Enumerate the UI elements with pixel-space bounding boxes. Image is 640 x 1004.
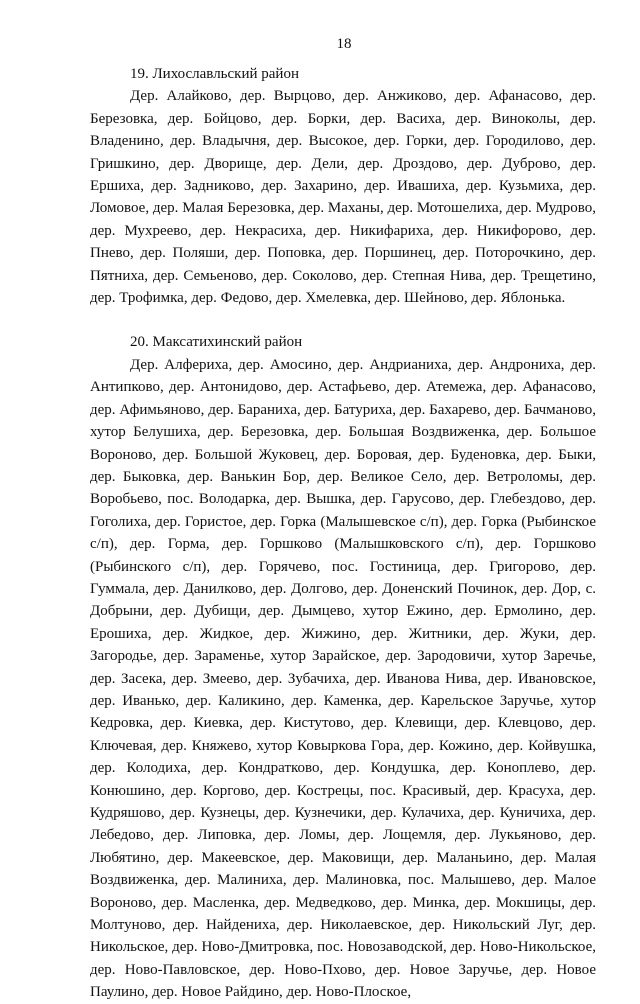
section-title: 19. Лихославльский район (130, 66, 299, 82)
document-body (90, 63, 596, 1004)
section-lihoslavl (90, 63, 596, 309)
section-gap (90, 309, 596, 331)
section-text: Дер. Алайково, дер. Вырцово, дер. Анжиково, дер. Афанасово, дер. Березовка, дер. Бойцово, дер. Борки, дер. Васиха, дер. Виноколы, дер. Владенино, дер. Владычня, дер. Высокое, дер. Горки, дер. Городилово, дер. Гришкино, дер. Дворище, дер. Дели, дер. Дроздово, дер. Дуброво, дер. Ершиха, дер. Задниково, дер. Захарино, дер. Ивашиха, дер. Кузьмиха, дер. Ломовое, дер. Малая Березовка, дер. Маханы, дер. Мотошелиха, дер. Мудрово, дер. Мухреево, дер. Некрасиха, дер. Никифариха, дер. Никифорово, дер. Пнево, дер. Поляши, дер. Поповка, дер. Поршинец, дер. Поторочкино, дер. Пятниха, дер. Семьеново, дер. Соколово, дер. Степная Нива, дер. Трещетино, дер. Трофимка, дер. Федово, дер. Хмелевка, дер. Шейново, дер. Яблонька. (90, 88, 596, 307)
section-title: 20. Максатихинский район (130, 334, 303, 351)
page-number: 18 (336, 36, 352, 52)
section-text: Дер. Алфериха, дер. Амосино, дер. Андрианиха, дер. Андрониха, дер. Антипково, дер. Антонидово, дер. Астафьево, дер. Атемежа, дер. Афанасово, дер. Афимьяново, дер. Бараниха, дер. Батуриха, дер. Бахарево, дер. Бачманово, хутор Белушиха, дер. Березовка, дер. Большая Воздвиженка, дер. Большое Вороново, дер. Большой Жуковец, дер. Боровая, дер. Буденовка, дер. Быки, дер. Быковка, дер. Ванькин Бор, дер. Великое Село, дер. Ветроломы, дер. Воробьево, пос. Володарка, дер. Вышка, дер. Гарусово, дер. Глебездово, дер. Гоголиха, дер. Гористое, дер. Горка (Малышевское с/п), дер. Горка (Рыбинское с/п), дер. Горма, дер. Горшково (Малышковского с/п), дер. Горшково (Рыбинского с/п), дер. Горячево, пос. Гостиница, дер. Григорово, дер. Гуммала, дер. Данилково, дер. Долгово, дер. Доненский Починок, дер. Дор, с. Добрыни, дер. Дубищи, дер. Дымцево, хутор Ежино, дер. Ермолино, дер. Ерошиха, дер. Жидкое, дер. Жижино, дер. Житники, дер. Жуки, дер. Загородье, дер. Зараменье, хутор Зарайское, дер. Зародовичи, хутор Заречье, дер. Засека, дер. Змеево, дер. Зубачиха, дер. Иванова Нива, дер. Ивановское, дер. Иванько, дер. Каликино, дер. Каменка, дер. Карельское Заручье, хутор Кедровка, дер. Киевка, дер. Кистутово, дер. Клевищи, дер. Клевцово, дер. Ключевая, дер. Княжево, хутор Ковыркова Гора, дер. Кожино, дер. Койвушка, дер. Колодиха, дер. Кондратково, дер. Кондушка, дер. Коноплево, дер. Конюшино, дер. Коргово, дер. Кострецы, пос. Красивый, дер. Красуха, дер. Кудряшово, дер. Кузнецы, дер. Кузнечики, дер. Кулачиха, дер. Куничиха, дер. Лебедово, дер. Липовка, дер. Ломы, дер. Лощемля, дер. Лукьяново, дер. Любятино, дер. Макеевское, дер. Маковищи, дер. Маланьино, дер. Малая Воздвиженка, дер. Малиниха, дер. Малиновка, пос. Малышево, дер. Малое Вороново, дер. Масленка, дер. Медведково, дер. Минка, дер. Мокшицы, дер. Молтуново, дер. Найдениха, дер. Николаевское, дер. Никольский Луг, дер. Никольское, дер. Ново-Дмитровка, пос. Новозаводской, дер. Ново-Никольское, дер. Ново-Павловское, дер. Ново-Пхово, дер. Новое Заручье, дер. Новое Паулино, дер. Новое Райдино, дер. Ново-Плоское, (90, 356, 596, 1001)
section-maksatiha (90, 331, 596, 1003)
